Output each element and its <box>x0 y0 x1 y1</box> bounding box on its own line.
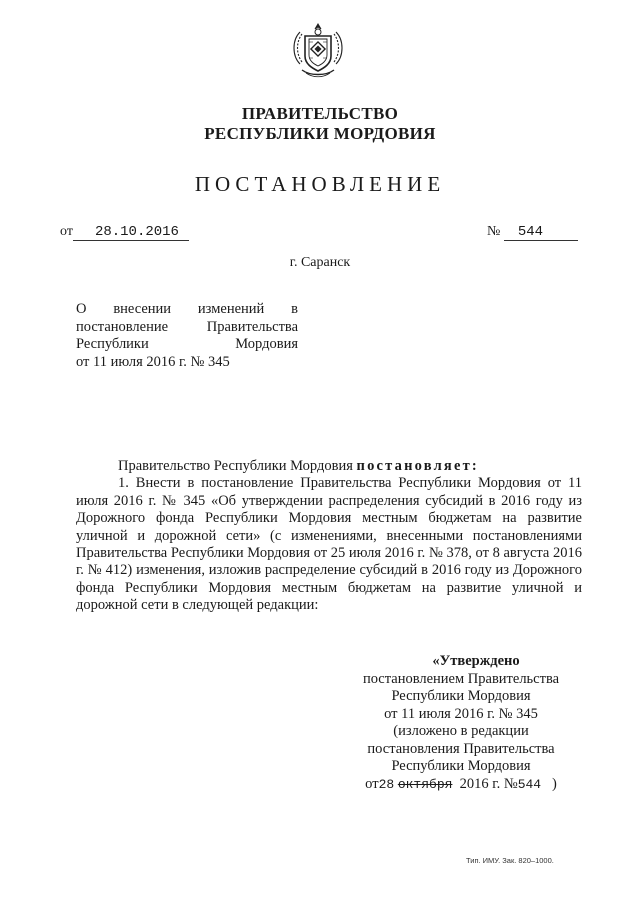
document-body <box>76 458 582 615</box>
preamble-verb: постановляет: <box>356 458 479 474</box>
document-number <box>487 224 578 241</box>
subject-line: Республики Мордовия <box>76 336 298 352</box>
city-line: г. Саранск <box>289 255 351 270</box>
subject-line: от 11 июля 2016 г. № 345 <box>76 353 230 370</box>
date-value: 28.10.2016 <box>73 224 189 241</box>
approval-date-day: 28 <box>378 776 395 792</box>
preamble-paragraph <box>76 458 582 475</box>
document-subject <box>76 301 298 371</box>
approval-date-prefix: от <box>365 775 379 792</box>
approval-line: Республики Мордовия <box>391 758 531 774</box>
subject-line: О внесении изменений в <box>76 301 298 317</box>
approval-line: Республики Мордовия <box>391 688 531 704</box>
date-prefix: от <box>60 224 73 239</box>
approval-date-year: 2016 г. № <box>459 775 518 792</box>
approval-line: постановления Правительства <box>367 740 555 757</box>
coat-of-arms-emblem <box>288 18 348 82</box>
preamble-text: Правительство Республики Мордовия <box>118 458 353 474</box>
approval-stamp <box>318 653 604 793</box>
item-1-paragraph: 1. Внести в постановление Правительства Республики Мордовия от 11 июля 2016 г. № 345 «Об утверждении распределения субсидий в 2016 году из Дорожного фонда Республики Мордовия местным бюджетам на развитие уличной и дорожной сети» (с изменениями, внесенными постановлениями Правительства Республики Мордовия от 25 июля 2016 г. № 378, от 8 августа 2016 г. № 412) изменения, изложив распределение субсидий в 2016 году из Дорожного фонда Республики Мордовия местным бюджетам на развитие уличной и дорожной сети в следующей редакции: <box>76 475 582 614</box>
organization-name-line2: РЕСПУБЛИКИ МОРДОВИЯ <box>204 124 436 143</box>
organization-name-line1: ПРАВИТЕЛЬСТВО <box>241 104 399 123</box>
approval-date-line <box>318 776 604 794</box>
subject-line: постановление Правительства <box>76 318 298 335</box>
document-type-heading: ПОСТАНОВЛЕНИЕ <box>194 172 446 196</box>
approval-close-paren: ) <box>551 775 557 792</box>
approval-title: «Утверждено <box>432 653 520 669</box>
document-date <box>60 224 189 241</box>
approval-line: постановлением Правительства <box>362 670 560 687</box>
approval-number: 544 <box>517 776 542 792</box>
approval-line: (изложено в редакции <box>393 723 529 739</box>
approval-line: от 11 июля 2016 г. № 345 <box>384 705 538 722</box>
number-prefix: № <box>487 224 501 239</box>
print-mark: Тип. ИМУ. Зак. 820–1000. <box>466 856 554 865</box>
approval-date-month: октября <box>397 776 453 792</box>
number-value: 544 <box>504 224 578 241</box>
